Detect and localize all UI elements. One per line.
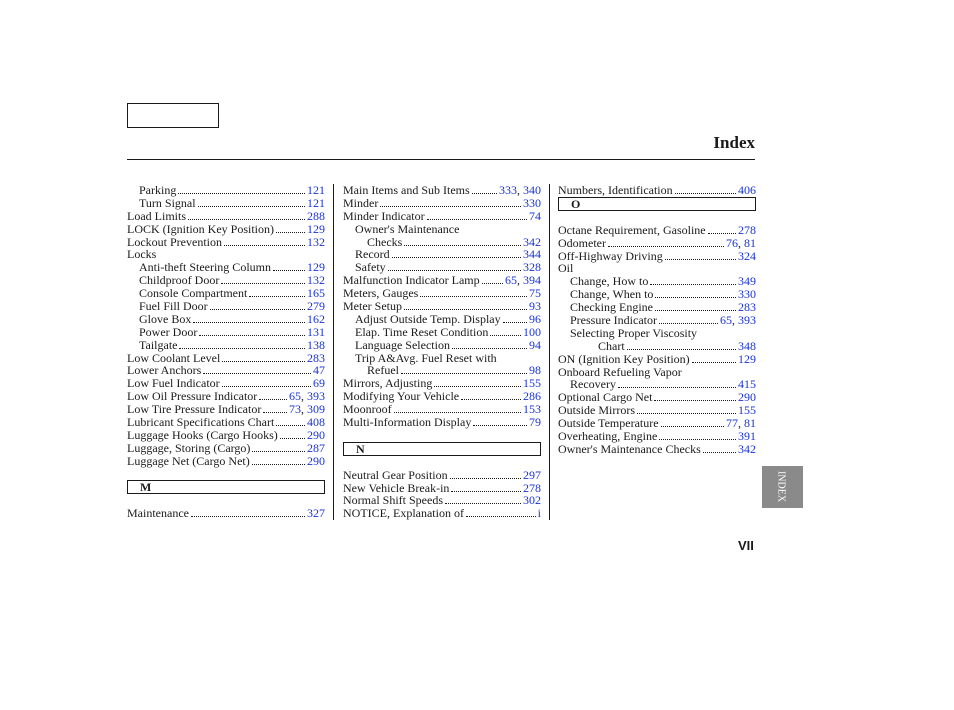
leader-dots xyxy=(618,379,736,388)
page-link[interactable]: 288 xyxy=(307,208,325,223)
page-link[interactable]: 162 xyxy=(307,311,325,326)
index-entry-label: Malfunction Indicator Lamp xyxy=(343,273,480,288)
page-link[interactable]: 138 xyxy=(307,337,325,352)
page-link[interactable]: 393 xyxy=(307,389,325,404)
page-references: 77, 81 xyxy=(726,416,756,431)
page-link[interactable]: 391 xyxy=(738,429,756,444)
side-tab-label: INDEX xyxy=(775,470,787,503)
index-entry xyxy=(343,223,541,236)
page-link[interactable]: 327 xyxy=(307,506,325,521)
page-link[interactable]: 98 xyxy=(529,363,541,378)
index-entry-label: Change, When to xyxy=(570,287,654,302)
index-entry-label: Mirrors, Adjusting xyxy=(343,376,433,391)
leader-dots xyxy=(401,365,527,374)
index-entry xyxy=(127,197,325,210)
index-entry-label: Language Selection xyxy=(355,337,450,352)
index-entry xyxy=(127,416,325,429)
page-references: 333, 340 xyxy=(499,183,541,197)
section-letter-header: O xyxy=(558,197,756,211)
page-link[interactable]: 297 xyxy=(523,467,541,482)
index-entry xyxy=(127,223,325,236)
index-entry-label: Off-Highway Driving xyxy=(558,248,663,263)
page-link[interactable]: 96 xyxy=(529,311,541,326)
page-link[interactable]: 330 xyxy=(523,195,541,210)
page-references xyxy=(738,184,756,197)
spacer xyxy=(558,211,756,224)
page-number: VII xyxy=(738,538,754,553)
page-link[interactable]: 344 xyxy=(523,247,541,262)
leader-dots xyxy=(199,327,305,336)
index-entry-label: Main Items and Sub Items xyxy=(343,183,470,197)
column-divider-2 xyxy=(549,184,550,520)
leader-dots xyxy=(650,276,736,285)
index-entry-label: Pressure Indicator xyxy=(570,313,657,328)
index-entry-label: Luggage, Storing (Cargo) xyxy=(127,440,251,455)
index-entry-label: Meters, Gauges xyxy=(343,286,419,301)
index-entry-label: Oil xyxy=(558,261,574,276)
page-link[interactable]: 74 xyxy=(529,208,541,223)
index-entry-label: Anti-theft Steering Column xyxy=(139,260,271,275)
page-references: 65, 393 xyxy=(720,313,756,328)
index-entry-label: Octane Requirement, Gasoline xyxy=(558,222,706,237)
page-link[interactable]: 333 xyxy=(499,183,517,197)
leader-dots xyxy=(473,417,527,426)
page-link[interactable]: 79 xyxy=(529,415,541,430)
leader-dots xyxy=(608,238,724,247)
leader-dots xyxy=(627,341,736,350)
index-entry xyxy=(127,442,325,455)
index-entry xyxy=(127,184,325,197)
leader-dots xyxy=(665,251,736,260)
page-link[interactable]: 348 xyxy=(738,338,756,353)
page-link[interactable]: 290 xyxy=(738,390,756,405)
index-entry-label: Fuel Fill Door xyxy=(139,299,208,314)
page-link[interactable]: 153 xyxy=(523,402,541,417)
index-entry-label: Safety xyxy=(355,260,386,275)
index-entry-label: Optional Cargo Net xyxy=(558,390,653,405)
index-entry xyxy=(558,443,756,456)
leader-dots xyxy=(222,378,311,387)
index-entry-label: Lower Anchors xyxy=(127,363,202,378)
index-entry-label: Multi-Information Display xyxy=(343,415,472,430)
page-title: Index xyxy=(713,133,755,152)
page-link[interactable]: 94 xyxy=(529,337,541,352)
page-link[interactable]: 73 xyxy=(289,402,301,417)
index-entry-label: Low Coolant Level xyxy=(127,350,221,365)
index-side-tab[interactable] xyxy=(762,466,803,508)
page-link[interactable]: 328 xyxy=(523,260,541,275)
leader-dots xyxy=(655,289,736,298)
leader-dots xyxy=(445,495,521,504)
page-link[interactable]: 65 xyxy=(720,313,732,328)
page-link[interactable]: 324 xyxy=(738,248,756,263)
index-entry xyxy=(127,300,325,313)
page-references: 65, 394 xyxy=(505,273,541,288)
page-link[interactable]: 131 xyxy=(307,324,325,339)
leader-dots xyxy=(276,224,305,233)
index-entry xyxy=(343,184,541,197)
leader-dots xyxy=(210,301,305,310)
index-entry xyxy=(558,327,756,340)
page-link[interactable]: 132 xyxy=(307,234,325,249)
page-link[interactable]: 283 xyxy=(307,350,325,365)
leader-dots xyxy=(708,225,736,234)
page-link[interactable]: 69 xyxy=(313,376,325,391)
index-entry-label: Adjust Outside Temp. Display xyxy=(355,311,501,326)
index-entry-label: Modifying Your Vehicle xyxy=(343,389,460,404)
leader-dots xyxy=(675,185,736,194)
index-entry-label: Change, How to xyxy=(570,274,649,289)
index-entry-label: Load Limits xyxy=(127,208,186,223)
leader-dots xyxy=(188,211,305,220)
page-link[interactable]: 330 xyxy=(738,287,756,302)
leader-dots xyxy=(472,185,497,194)
index-entry-label: Locks xyxy=(127,247,157,262)
index-entry-label: Recovery xyxy=(570,377,616,392)
index-entry xyxy=(558,430,756,443)
index-entry xyxy=(127,210,325,223)
leader-dots xyxy=(637,405,736,414)
index-entry-label: Selecting Proper Viscosity xyxy=(570,325,698,340)
leader-dots xyxy=(466,508,536,517)
index-entry-label: Chart xyxy=(598,338,625,353)
spacer xyxy=(343,429,541,442)
leader-dots xyxy=(380,198,521,207)
page-link[interactable]: 81 xyxy=(744,416,756,431)
leader-dots xyxy=(224,237,305,246)
page-link[interactable]: 287 xyxy=(307,440,325,455)
page-link[interactable]: 278 xyxy=(523,480,541,495)
page-link[interactable]: 302 xyxy=(523,493,541,508)
index-entry-label: Power Door xyxy=(139,324,198,339)
index-entry-label: Turn Signal xyxy=(139,195,196,210)
leader-dots xyxy=(461,391,521,400)
leader-dots xyxy=(451,483,521,492)
index-entry-label: Minder Indicator xyxy=(343,208,425,223)
index-entry-label: Odometer xyxy=(558,235,606,250)
page-references xyxy=(738,443,756,456)
leader-dots xyxy=(655,302,736,311)
column-divider-1 xyxy=(333,184,334,520)
index-column-2 xyxy=(343,184,541,520)
leader-dots xyxy=(193,314,305,323)
section-letter-header: M xyxy=(127,480,325,494)
leader-dots xyxy=(392,249,521,258)
index-entry-label: Neutral Gear Position xyxy=(343,467,448,482)
index-entry-label: Lubricant Specifications Chart xyxy=(127,415,275,430)
index-entry xyxy=(343,313,541,326)
page-link[interactable]: 75 xyxy=(529,286,541,301)
page-link[interactable]: 342 xyxy=(523,234,541,249)
page-link[interactable]: 47 xyxy=(313,363,325,378)
page-link[interactable]: 81 xyxy=(744,235,756,250)
index-entry xyxy=(343,300,541,313)
leader-dots xyxy=(249,288,305,297)
leader-dots xyxy=(178,185,305,194)
leader-dots xyxy=(394,404,521,413)
index-entry-label: Low Oil Pressure Indicator xyxy=(127,389,258,404)
index-entry-label: New Vehicle Break-in xyxy=(343,480,450,495)
index-entry-label: Normal Shift Speeds xyxy=(343,493,443,508)
index-entry-label: Luggage Net (Cargo Net) xyxy=(127,453,250,468)
page-link[interactable]: 129 xyxy=(307,221,325,236)
page-references xyxy=(738,353,756,366)
index-entry xyxy=(343,326,541,339)
page-link[interactable]: 76 xyxy=(726,235,738,250)
index-entry xyxy=(558,237,756,250)
leader-dots xyxy=(221,275,305,284)
page-link[interactable]: 286 xyxy=(523,389,541,404)
index-entry xyxy=(558,340,756,353)
page-link[interactable]: 406 xyxy=(738,183,756,197)
page-link[interactable]: 342 xyxy=(738,441,756,456)
leader-dots xyxy=(388,262,521,271)
index-entry xyxy=(558,184,756,197)
leader-dots xyxy=(276,417,305,426)
page-link[interactable]: 408 xyxy=(307,415,325,430)
leader-dots xyxy=(434,378,521,387)
index-entry xyxy=(127,339,325,352)
index-entry xyxy=(127,455,325,468)
index-entry-label: Low Fuel Indicator xyxy=(127,376,220,391)
index-entry-label: Elap. Time Reset Condition xyxy=(355,324,489,339)
leader-dots xyxy=(661,418,724,427)
leader-dots xyxy=(404,237,521,246)
index-entry-label: Meter Setup xyxy=(343,299,402,314)
index-entry-label: Checks xyxy=(367,234,403,249)
page-references xyxy=(307,507,325,520)
page-references: 76, 81 xyxy=(726,235,756,250)
section-letter-header: N xyxy=(343,442,541,456)
header-tab-box xyxy=(127,103,219,128)
index-entry-label: Refuel xyxy=(367,363,399,378)
leader-dots xyxy=(503,314,527,323)
page-references xyxy=(529,210,541,223)
page-references xyxy=(538,507,541,520)
leader-dots xyxy=(252,443,305,452)
page-link[interactable]: 415 xyxy=(738,377,756,392)
page-link[interactable]: 394 xyxy=(523,273,541,288)
index-entry-label: Luggage Hooks (Cargo Hooks) xyxy=(127,427,278,442)
index-entry-label: Tailgate xyxy=(139,337,178,352)
index-entry-label: Outside Temperature xyxy=(558,416,659,431)
page-link[interactable]: 165 xyxy=(307,286,325,301)
page-references xyxy=(738,250,756,263)
leader-dots xyxy=(222,353,305,362)
index-column-1 xyxy=(127,184,325,520)
index-entry-label: Outside Mirrors xyxy=(558,403,635,418)
index-entry-label: Checking Engine xyxy=(570,300,653,315)
leader-dots xyxy=(450,470,521,479)
index-entry xyxy=(127,236,325,249)
page-link[interactable]: 340 xyxy=(523,183,541,197)
leader-dots xyxy=(263,404,287,413)
spacer xyxy=(343,456,541,469)
index-entry xyxy=(343,197,541,210)
index-entry-label: Onboard Refueling Vapor xyxy=(558,364,682,379)
index-entry-label: Trip A&Avg. Fuel Reset with xyxy=(355,350,497,365)
index-entry xyxy=(343,469,541,482)
index-entry-label: Childproof Door xyxy=(139,273,220,288)
page-link[interactable]: 290 xyxy=(307,427,325,442)
header-rule xyxy=(127,159,755,160)
leader-dots xyxy=(659,315,718,324)
leader-dots xyxy=(659,431,736,440)
page-link[interactable]: i xyxy=(537,506,541,521)
index-entry xyxy=(343,416,541,429)
page-references xyxy=(307,455,325,468)
page-link[interactable]: 393 xyxy=(738,313,756,328)
page-references xyxy=(529,416,541,429)
leader-dots xyxy=(703,444,736,453)
leader-dots xyxy=(420,288,527,297)
leader-dots xyxy=(203,365,311,374)
page-link[interactable]: 121 xyxy=(307,195,325,210)
page-link[interactable]: 93 xyxy=(529,299,541,314)
page-link[interactable]: 155 xyxy=(738,403,756,418)
index-entry xyxy=(343,507,541,520)
index-entry-label: Maintenance xyxy=(127,506,189,521)
leader-dots xyxy=(654,392,736,401)
index-entry-label: Lockout Prevention xyxy=(127,234,222,249)
page-references xyxy=(529,339,541,352)
index-entry-label: ON (Ignition Key Position) xyxy=(558,351,690,366)
index-entry-label: NOTICE, Explanation of xyxy=(343,506,464,521)
page-link[interactable]: 278 xyxy=(738,222,756,237)
index-entry-label: Moonroof xyxy=(343,402,392,417)
spacer xyxy=(127,468,325,481)
index-entry-label: Console Compartment xyxy=(139,286,248,301)
index-entry-label: Minder xyxy=(343,195,379,210)
page-link[interactable]: 100 xyxy=(523,324,541,339)
page-link[interactable]: 155 xyxy=(523,376,541,391)
page-references: 73, 309 xyxy=(289,402,325,417)
index-entry xyxy=(127,429,325,442)
leader-dots xyxy=(427,211,527,220)
leader-dots xyxy=(482,275,503,284)
page-references xyxy=(307,236,325,249)
index-entry-label: Numbers, Identification xyxy=(558,183,673,197)
index-entry xyxy=(127,313,325,326)
leader-dots xyxy=(252,456,305,465)
page-link[interactable]: 129 xyxy=(738,351,756,366)
page-link[interactable]: 121 xyxy=(307,183,325,197)
page-link[interactable]: 65 xyxy=(505,273,517,288)
page-link[interactable]: 349 xyxy=(738,274,756,289)
index-entry-label: Owner's Maintenance xyxy=(355,221,460,236)
page-link[interactable]: 132 xyxy=(307,273,325,288)
page-references: 65, 393 xyxy=(289,389,325,404)
index-entry-label: LOCK (Ignition Key Position) xyxy=(127,221,274,236)
leader-dots xyxy=(692,354,736,363)
leader-dots xyxy=(259,391,287,400)
leader-dots xyxy=(404,301,527,310)
index-entry xyxy=(127,326,325,339)
index-entry-label: Parking xyxy=(139,183,177,197)
leader-dots xyxy=(198,198,305,207)
leader-dots xyxy=(179,340,305,349)
leader-dots xyxy=(490,327,521,336)
page-link[interactable]: 279 xyxy=(307,299,325,314)
page-link[interactable]: 309 xyxy=(307,402,325,417)
page-link[interactable]: 77 xyxy=(726,416,738,431)
index-entry xyxy=(127,507,325,520)
index-entry-label: Glove Box xyxy=(139,311,192,326)
index-entry-label: Low Tire Pressure Indicator xyxy=(127,402,262,417)
leader-dots xyxy=(452,340,527,349)
leader-dots xyxy=(273,262,305,271)
index-entry-label: Overheating, Engine xyxy=(558,429,658,444)
page-link[interactable]: 283 xyxy=(738,300,756,315)
page-link[interactable]: 65 xyxy=(289,389,301,404)
index-entry xyxy=(558,250,756,263)
leader-dots xyxy=(191,508,305,517)
index-entry-label: Record xyxy=(355,247,390,262)
leader-dots xyxy=(280,430,305,439)
page-link[interactable]: 290 xyxy=(307,453,325,468)
page-link[interactable]: 129 xyxy=(307,260,325,275)
index-entry-label: Owner's Maintenance Checks xyxy=(558,441,701,456)
index-column-3 xyxy=(558,184,756,456)
